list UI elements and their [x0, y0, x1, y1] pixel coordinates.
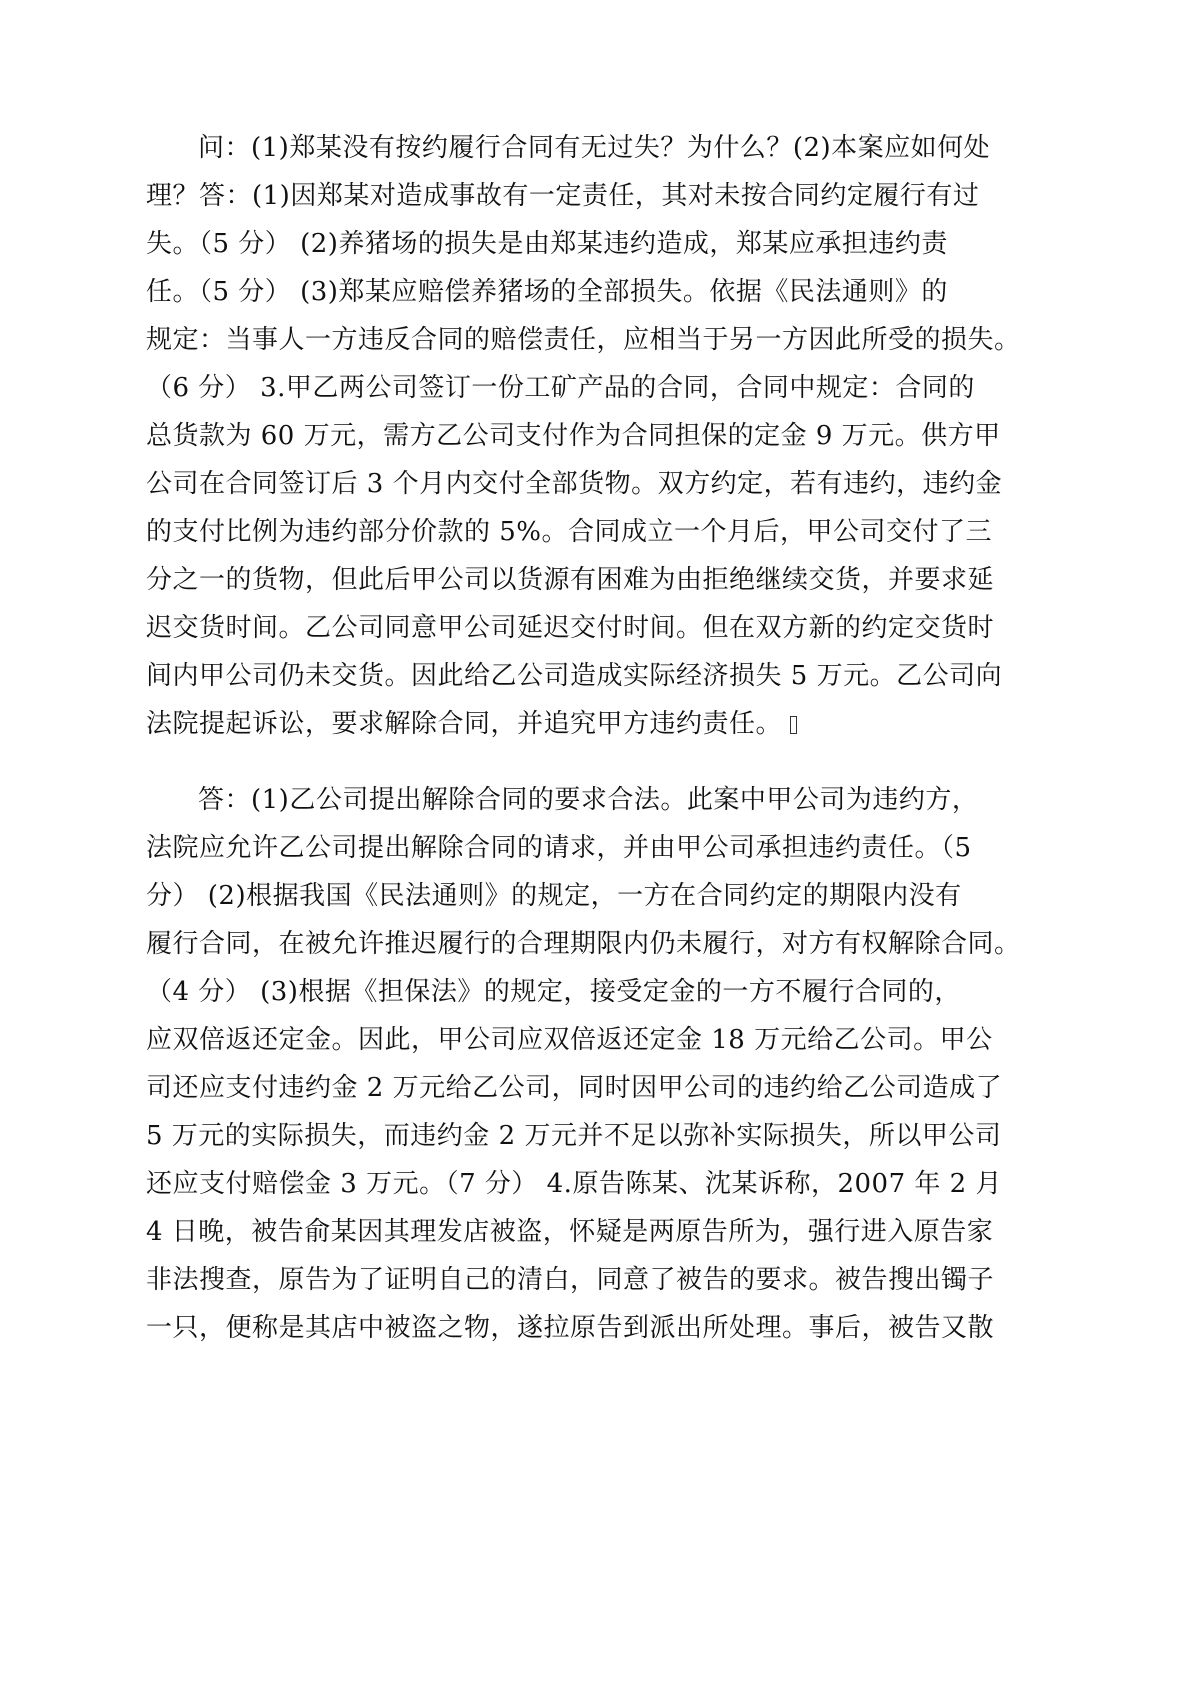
text-line: （6 分） 3.甲乙两公司签订一份工矿产品的合同，合同中规定：合同的 [146, 373, 975, 403]
text-line: 间内甲公司仍未交货。因此给乙公司造成实际经济损失 5 万元。乙公司向 [146, 661, 1003, 691]
placeholder-box-icon [790, 716, 797, 734]
text-line: 分） (2)根据我国《民法通则》的规定，一方在合同约定的期限内没有 [146, 881, 962, 911]
text-line: 非法搜查，原告为了证明自己的清白，同意了被告的要求。被告搜出镯子 [146, 1265, 995, 1295]
text-line: 总货款为 60 万元，需方乙公司支付作为合同担保的定金 9 万元。供方甲 [146, 421, 1001, 451]
text-line: 4 日晚，被告俞某因其理发店被盗，怀疑是两原告所为，强行进入原告家 [146, 1217, 994, 1247]
text-line-content: 法院提起诉讼，要求解除合同，并追究甲方违约责任。 [146, 709, 783, 739]
text-line: 还应支付赔偿金 3 万元。（7 分） 4.原告陈某、沈某诉称，2007 年 2 月 [146, 1169, 1002, 1199]
text-line: 应双倍返还定金。因此，甲公司应双倍返还定金 18 万元给乙公司。甲公 [146, 1025, 993, 1055]
text-line: 的支付比例为违约部分价款的 5%。合同成立一个月后，甲公司交付了三 [146, 517, 993, 547]
text-line: 公司在合同签订后 3 个月内交付全部货物。双方约定，若有违约，违约金 [146, 469, 1003, 499]
text-line: 迟交货时间。乙公司同意甲公司延迟交付时间。但在双方新的约定交货时 [146, 613, 995, 643]
text-line: 理？答：(1)因郑某对造成事故有一定责任，其对未按合同约定履行有过 [146, 181, 980, 211]
text-line: 失。（5 分） (2)养猪场的损失是由郑某违约造成，郑某应承担违约责 [146, 229, 948, 259]
text-line: 问：(1)郑某没有按约履行合同有无过失？为什么？(2)本案应如何处 [198, 133, 991, 163]
text-line: 任。（5 分） (3)郑某应赔偿养猪场的全部损失。依据《民法通则》的 [146, 277, 948, 307]
text-line: 一只，便称是其店中被盗之物，遂拉原告到派出所处理。事后，被告又散 [146, 1313, 995, 1343]
text-line-last [146, 706, 797, 742]
text-line: 5 万元的实际损失，而违约金 2 万元并不足以弥补实际损失，所以甲公司 [146, 1121, 1002, 1151]
text-line: 法院应允许乙公司提出解除合同的请求，并由甲公司承担违约责任。（5 [146, 833, 972, 863]
text-line: 履行合同，在被允许推迟履行的合理期限内仍未履行，对方有权解除合同。 [146, 929, 1021, 959]
text-line: 分之一的货物，但此后甲公司以货源有困难为由拒绝继续交货，并要求延 [146, 565, 995, 595]
text-line: 司还应支付违约金 2 万元给乙公司，同时因甲公司的违约给乙公司造成了 [146, 1073, 1003, 1103]
text-line: 答：(1)乙公司提出解除合同的要求合法。此案中甲公司为违约方， [198, 785, 979, 815]
text-line: 规定：当事人一方违反合同的赔偿责任，应相当于另一方因此所受的损失。 [146, 325, 1021, 355]
text-line: （4 分） (3)根据《担保法》的规定，接受定金的一方不履行合同的， [146, 977, 961, 1007]
